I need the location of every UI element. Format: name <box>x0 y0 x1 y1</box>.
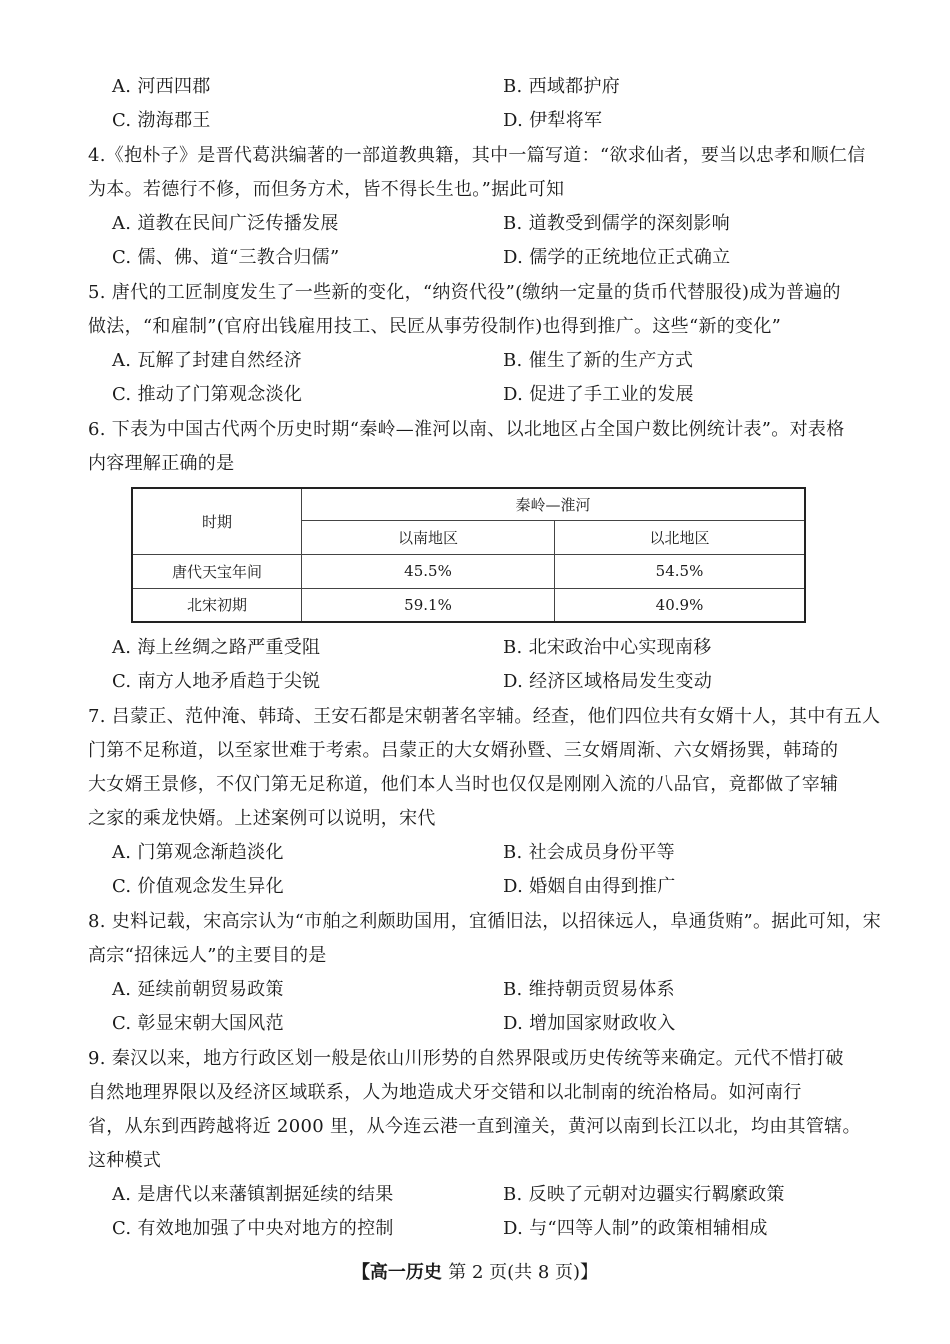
q4-option-b: B. 道教受到儒学的深刻影响 <box>503 213 730 234</box>
q7-option-a: A. 门第观念渐趋淡化 <box>112 842 284 863</box>
q5-stem-line-2: 做法，“和雇制”(官府出钱雇用技工、民匠从事劳役制作)也得到推广。这些“新的变化” <box>88 316 782 337</box>
table-row <box>132 554 805 588</box>
q6-stem-line-1: 6. 下表为中国古代两个历史时期“秦岭—淮河以南、以北地区占全国户数比例统计表”。对表格 <box>88 419 845 440</box>
q8-stem-line-1: 8. 史料记载，宋高宗认为“市舶之利颇助国用，宜循旧法，以招徕远人，阜通货贿”。据此可知，宋 <box>88 911 882 932</box>
q9-stem-line-4: 这种模式 <box>88 1150 162 1171</box>
q4-option-a: A. 道教在民间广泛传播发展 <box>112 213 339 234</box>
q4-option-d: D. 儒学的正统地位正式确立 <box>503 247 731 268</box>
q4-stem-line-1: 4.《抱朴子》是晋代葛洪编著的一部道教典籍，其中一篇写道：“欲求仙者，要当以忠孝和顺仁信 <box>88 145 866 166</box>
q6-option-d: D. 经济区域格局发生变动 <box>503 671 713 692</box>
footer-page-number: 第 2 页(共 8 页)】 <box>448 1262 599 1283</box>
q8-option-c: C. 彰显宋朝大国风范 <box>112 1013 284 1034</box>
q9-option-b: B. 反映了元朝对边疆实行羁縻政策 <box>503 1184 785 1205</box>
table-header-group: 秦岭—淮河 <box>302 488 806 520</box>
table-cell-south: 59.1% <box>302 588 555 622</box>
table-cell-period: 唐代天宝年间 <box>132 554 302 588</box>
q6-option-c: C. 南方人地矛盾趋于尖锐 <box>112 671 321 692</box>
table-row <box>132 588 805 622</box>
table-header-north: 以北地区 <box>555 520 806 554</box>
q9-option-a: A. 是唐代以来藩镇割据延续的结果 <box>112 1184 394 1205</box>
q8-stem-line-2: 高宗“招徕远人”的主要目的是 <box>88 945 327 966</box>
table-cell-north: 54.5% <box>555 554 806 588</box>
table-cell-south: 45.5% <box>302 554 555 588</box>
q6-stem-line-2: 内容理解正确的是 <box>88 453 235 474</box>
footer-subject: 【高一历史 <box>351 1262 442 1283</box>
q4-option-c: C. 儒、佛、道“三教合归儒” <box>112 247 340 268</box>
household-ratio-table <box>131 487 806 623</box>
q9-stem-line-3: 省，从东到西跨越将近 2000 里，从今连云港一直到潼关，黄河以南到长江以北，均由其管辖。 <box>88 1116 861 1137</box>
q7-stem-line-2: 门第不足称道，以至家世难于考索。吕蒙正的大女婿孙暨、三女婿周渐、六女婿扬巽，韩琦的 <box>88 740 839 761</box>
q5-option-c: C. 推动了门第观念淡化 <box>112 384 303 405</box>
q8-option-d: D. 增加国家财政收入 <box>503 1013 676 1034</box>
q3-option-a: A. 河西四郡 <box>112 76 211 97</box>
q7-stem-line-1: 7. 吕蒙正、范仲淹、韩琦、王安石都是宋朝著名宰辅。经查，他们四位共有女婿十人，其中有五人 <box>88 706 881 727</box>
q8-option-a: A. 延续前朝贸易政策 <box>112 979 284 1000</box>
table-cell-north: 40.9% <box>555 588 806 622</box>
q4-stem-line-2: 为本。若德行不修，而但务方术，皆不得长生也。”据此可知 <box>88 179 565 200</box>
q5-option-a: A. 瓦解了封建自然经济 <box>112 350 303 371</box>
q5-option-d: D. 促进了手工业的发展 <box>503 384 694 405</box>
q8-option-b: B. 维持朝贡贸易体系 <box>503 979 675 1000</box>
q9-option-c: C. 有效地加强了中央对地方的控制 <box>112 1218 394 1239</box>
q3-option-b: B. 西域都护府 <box>503 76 621 97</box>
q9-stem-line-2: 自然地理界限以及经济区域联系，人为地造成犬牙交错和以北制南的统治格局。如河南行 <box>88 1082 802 1103</box>
q9-stem-line-1: 9. 秦汉以来，地方行政区划一般是依山川形势的自然界限或历史传统等来确定。元代不惜打破 <box>88 1048 844 1069</box>
q7-option-b: B. 社会成员身份平等 <box>503 842 675 863</box>
page-footer <box>0 1258 950 1284</box>
q9-option-d: D. 与“四等人制”的政策相辅相成 <box>503 1218 768 1239</box>
table-cell-period: 北宋初期 <box>132 588 302 622</box>
q7-option-d: D. 婚姻自由得到推广 <box>503 876 676 897</box>
q5-stem-line-1: 5. 唐代的工匠制度发生了一些新的变化，“纳资代役”(缴纳一定量的货币代替服役)成为普遍的 <box>88 282 841 303</box>
q7-option-c: C. 价值观念发生异化 <box>112 876 284 897</box>
q6-option-a: A. 海上丝绸之路严重受阻 <box>112 637 321 658</box>
q3-option-c: C. 渤海郡王 <box>112 110 211 131</box>
q3-option-d: D. 伊犁将军 <box>503 110 603 131</box>
table-header-period: 时期 <box>132 488 302 554</box>
q7-stem-line-4: 之家的乘龙快婿。上述案例可以说明，宋代 <box>88 808 436 829</box>
q6-option-b: B. 北宋政治中心实现南移 <box>503 637 712 658</box>
table-header-south: 以南地区 <box>302 520 555 554</box>
q5-option-b: B. 催生了新的生产方式 <box>503 350 694 371</box>
q7-stem-line-3: 大女婿王景修，不仅门第无足称道，他们本人当时也仅仅是刚刚入流的八品官，竟都做了宰辅 <box>88 774 839 795</box>
